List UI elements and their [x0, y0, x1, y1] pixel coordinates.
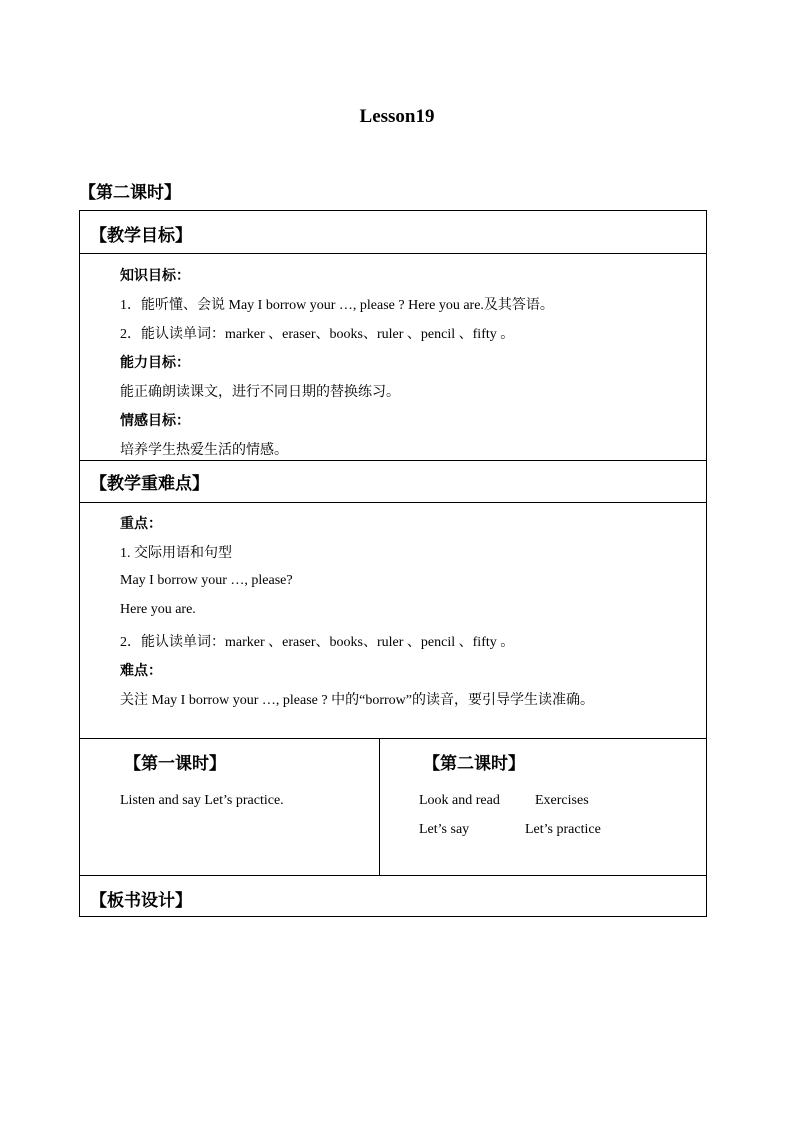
key-item: May I borrow your …, please?	[120, 573, 293, 588]
first-period-header: 【第一课时】	[124, 754, 226, 773]
divider	[80, 875, 706, 876]
column-divider	[379, 738, 380, 875]
difficult-label: 难点：	[120, 664, 162, 679]
key-label: 重点：	[120, 517, 162, 532]
second-period-item: Look and read	[419, 793, 500, 808]
knowledge-label: 知识目标：	[120, 269, 190, 284]
divider	[80, 253, 706, 254]
ability-label: 能力目标：	[120, 356, 190, 371]
second-period-item: Let’s say	[419, 822, 470, 837]
difficult-text: 关注 May I borrow your …, please ? 中的“borrow”的读音，要引导学生读准确。	[120, 693, 594, 708]
key-item: 2．能认读单词：marker 、eraser、books、ruler 、pencil 、fifty 。	[120, 635, 515, 650]
emotion-label: 情感目标：	[120, 414, 190, 429]
second-period-header: 【第二课时】	[423, 754, 525, 773]
key-points-header: 【教学重难点】	[90, 474, 209, 493]
page-title: Lesson19	[359, 106, 435, 127]
divider	[80, 738, 706, 739]
lesson-plan-table	[79, 210, 707, 917]
board-design-header: 【板书设计】	[90, 891, 192, 910]
ability-text: 能正确朗读课文，进行不同日期的替换练习。	[120, 385, 400, 400]
first-period-line: Listen and say Let’s practice.	[120, 793, 284, 808]
knowledge-item: 2．能认读单词：marker 、eraser、books、ruler 、pencil 、fifty 。	[120, 327, 515, 342]
emotion-text: 培养学生热爱生活的情感。	[120, 443, 288, 458]
divider	[80, 502, 706, 503]
divider	[80, 460, 706, 461]
key-item: 1. 交际用语和句型	[120, 546, 232, 561]
second-period-item: Exercises	[535, 793, 589, 808]
objectives-header: 【教学目标】	[90, 226, 192, 245]
key-item: Here you are.	[120, 602, 196, 617]
second-period-item: Let’s practice	[525, 822, 601, 837]
section-heading: 【第二课时】	[79, 183, 181, 202]
knowledge-item: 1．能听懂、会说 May I borrow your …, please ? Here you are.及其答语。	[120, 298, 554, 313]
